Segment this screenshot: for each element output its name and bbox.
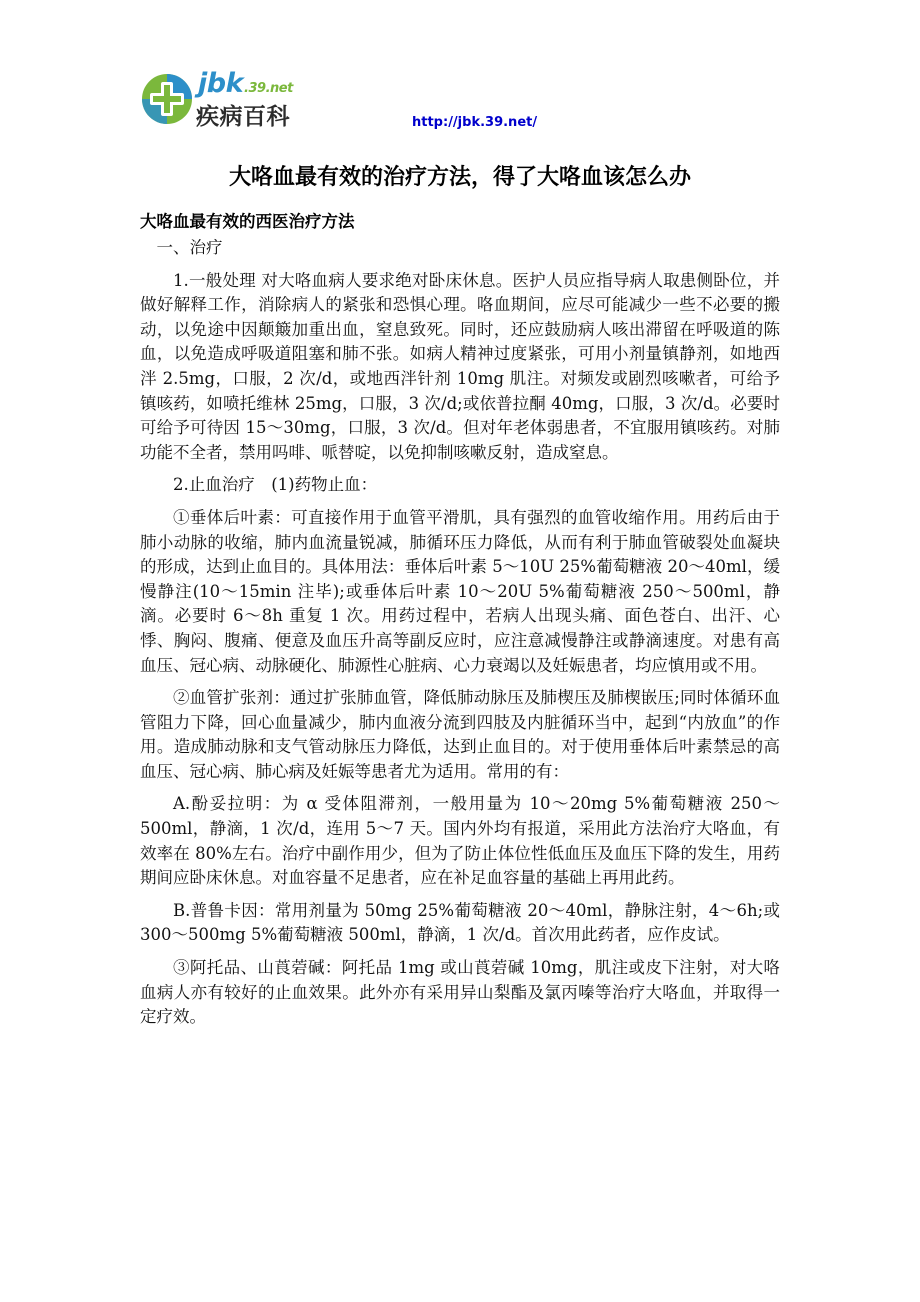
logo-chinese-name: 疾病百科 (196, 104, 290, 130)
paragraph-treatment-heading: 一、治疗 (156, 238, 223, 257)
medical-cross-logo-icon (140, 72, 194, 126)
document-title: 大咯血最有效的治疗方法，得了大咯血该怎么办 (228, 164, 691, 190)
site-url-link[interactable]: http://jbk.39.net/ (412, 115, 538, 130)
section-heading: 大咯血最有效的西医治疗方法 (140, 212, 355, 231)
paragraph-general-care: 1.一般处理 对大咯血病人要求绝对卧床休息。医护人员应指导病人取患侧卧位，并做好解释工作，消除病人的紧张和恐惧心理。咯血期间，应尽可能减少一些不必要的搬动，以免途中因颠簸加重出血，窒息致死。同时，还应鼓励病人咳出滞留在呼吸道的陈血，以免造成呼吸道阻塞和肺不张。如病人精神过度紧张，可用小剂量镇静剂，如地西泮 2.5mg，口服，2 次/d，或地西泮针剂 10mg 肌注。对频发或剧烈咳嗽者，可给予镇咳药，如喷托维林 25mg，口服，3 次/d;或依普拉酮 40mg，口服，3 次/d。必要时可给予可待因 15～30mg，口服，3 次/d。但对年老体弱患者，不宜服用镇咳药。对肺功能不全者，禁用吗啡、哌替啶，以免抑制咳嗽反射，造成窒息。 (140, 270, 780, 462)
paragraph-procaine: B.普鲁卡因：常用剂量为 50mg 25%葡萄糖液 20～40ml，静脉注射，4～6h;或 300～500mg 5%葡萄糖液 500ml，静滴，1 次/d。首次用此药者，应作皮试。 (140, 900, 780, 945)
site-logo[interactable] (140, 68, 310, 130)
logo-domain-suffix: .39.net (244, 81, 293, 96)
paragraph-phentolamine: A.酚妥拉明：为 α 受体阻滞剂，一般用量为 10～20mg 5%葡萄糖液 250～500ml，静滴，1 次/d，连用 5～7 天。国内外均有报道，采用此方法治疗大咯血，有效率在 80%左右。治疗中副作用少，但为了防止体位性低血压及血压下降的发生，用药期间应卧床休息。对血容量不足患者，应在补足血容量的基础上再用此药。 (140, 794, 780, 888)
document-body (140, 236, 780, 1038)
paragraph-atropine: ③阿托品、山莨菪碱：阿托品 1mg 或山莨菪碱 10mg，肌注或皮下注射，对大咯血病人亦有较好的止血效果。此外亦有采用异山梨酯及氯丙嗪等治疗大咯血，并取得一定疗效。 (140, 958, 780, 1027)
logo-wordmark: jbk.39.net (198, 68, 293, 99)
paragraph-hemostasis-heading: 2.止血治疗 (1)药物止血： (173, 475, 378, 495)
paragraph-vasopressin: ①垂体后叶素：可直接作用于血管平滑肌，具有强烈的血管收缩作用。用药后由于肺小动脉的收缩，肺内血流量锐减，肺循环压力降低，从而有利于肺血管破裂处血凝块的形成，达到止血目的。具体用法：垂体后叶素 5～10U 25%葡萄糖液 20～40ml，缓慢静注(10～15min 注毕);或垂体后叶素 10～20U 5%葡萄糖液 250～500ml，静滴。必要时 6～8h 重复 1 次。用药过程中，若病人出现头痛、面色苍白、出汗、心悸、胸闷、腹痛、便意及血压升高等副反应时，应注意减慢静注或静滴速度。对患有高血压、冠心病、动脉硬化、肺源性心脏病、心力衰竭以及妊娠患者，均应慎用或不用。 (140, 507, 780, 675)
paragraph-vasodilators: ②血管扩张剂：通过扩张肺血管，降低肺动脉压及肺楔压及肺楔嵌压;同时体循环血管阻力下降，回心血量减少，肺内血液分流到四肢及内脏循环当中，起到“内放血”的作用。造成肺动脉和支气管动脉压力降低，达到止血目的。对于使用垂体后叶素禁忌的高血压、冠心病、肺心病及妊娠等患者尤为适用。常用的有： (140, 688, 780, 781)
